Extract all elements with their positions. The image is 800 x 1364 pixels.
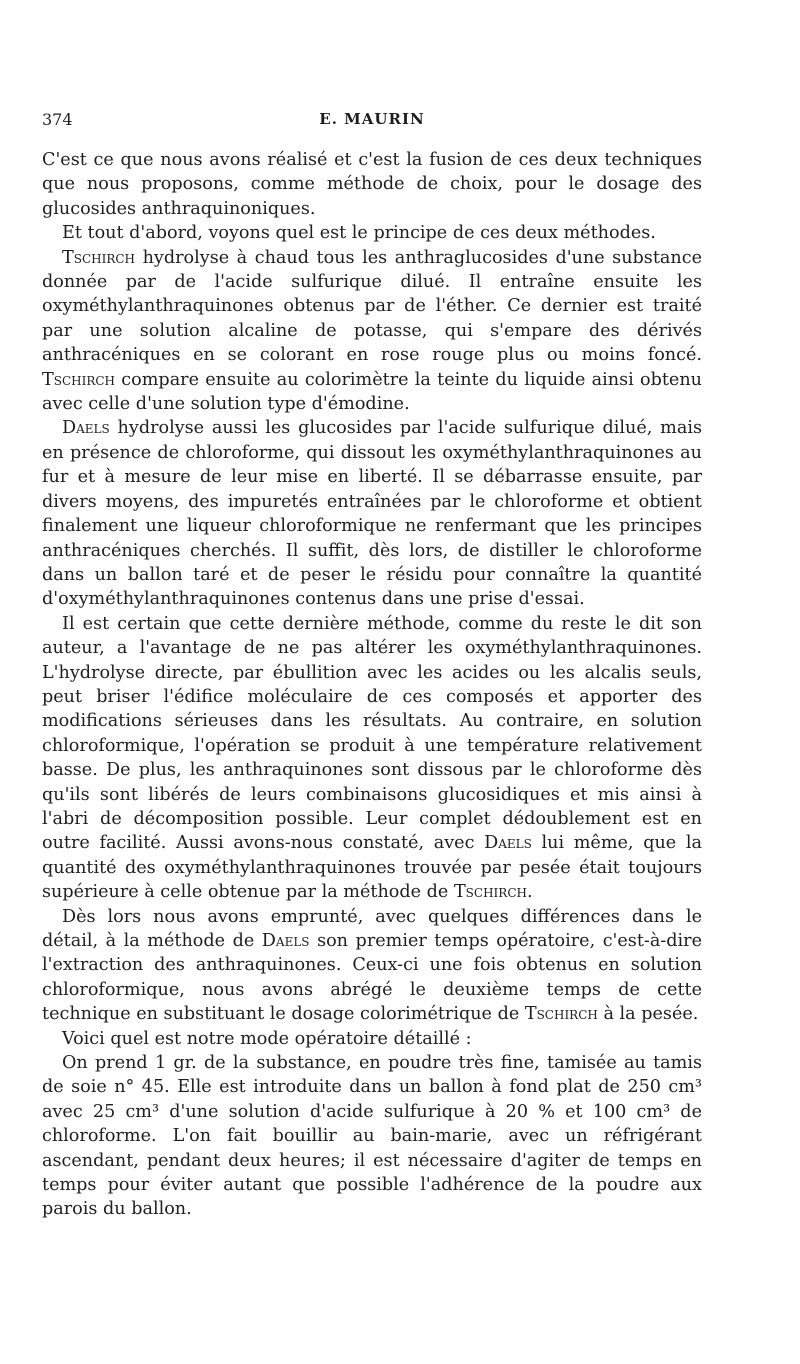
paragraph bbox=[42, 246, 702, 417]
paragraph-text: hydrolyse à chaud tous les anthraglucosides d'une substance donnée par de l'acide sulfurique dilué. Il entraîne ensuite les oxyméthylanthraquinones obtenus par de l'éther. Ce dernier est traité par une solution alcaline de potasse, qui s'empare des dérivés anthracéniques en se colorant en rose rouge plus ou moins foncé. bbox=[42, 247, 702, 366]
paragraph-text: . bbox=[526, 882, 533, 903]
paragraph bbox=[42, 148, 702, 221]
paragraph-text: Dès lors nous avons emprunté, avec quelques différences dans le détail, à la méthode de bbox=[42, 906, 702, 951]
paragraph-text: lui même, que la quantité des oxyméthylanthraquinones trouvée par pesée était toujours supérieure à celle obtenue par la méthode de bbox=[42, 833, 702, 903]
paragraph bbox=[42, 1051, 702, 1222]
running-head: E. MAURIN bbox=[319, 110, 425, 128]
paragraph-text: Et tout d'abord, voyons quel est le principe de ces deux méthodes. bbox=[62, 223, 656, 244]
paragraph-text: Voici quel est notre mode opératoire détaillé : bbox=[62, 1028, 472, 1049]
paragraph-text: Il est certain que cette dernière méthode, comme du reste le dit son auteur, a l'avantage de ne pas altérer les oxyméthylanthraquinones. L'hydrolyse directe, par ébullition avec les acides ou les alcalis seuls, peut briser l'édifice moléculaire de ces composés et apporter des modifications sérieuses dans les résultats. Au contraire, en solution chloroformique, l'opération se produit à une température relativement basse. De plus, les anthraquinones sont dissous par le chloroforme dès qu'ils sont libérés de leurs combinaisons glucosidiques et mis ainsi à l'abri de décomposition possible. Leur complet dédoublement est en outre facilité. Aussi avons-nous constaté, avec bbox=[42, 613, 702, 854]
paragraph-text: son premier temps opératoire, c'est-à-dire l'extraction des anthraquinones. Ceux-ci une fois obtenus en solution chloroformique, nous avons abrégé le deuxième temps de cette technique en substituant le dosage colorimétrique de bbox=[42, 931, 702, 1025]
author-name: Daels bbox=[62, 418, 110, 439]
author-name: Tschirch bbox=[524, 1004, 598, 1025]
author-name: Tschirch bbox=[62, 247, 136, 268]
paragraph bbox=[42, 221, 702, 245]
paragraph-text: à la pesée. bbox=[597, 1004, 699, 1025]
page-number: 374 bbox=[42, 110, 73, 129]
body-text bbox=[42, 148, 702, 1222]
paragraph bbox=[42, 905, 702, 1027]
author-name: Tschirch bbox=[42, 369, 116, 390]
paragraph-text: hydrolyse aussi les glucosides par l'acide sulfurique dilué, mais en présence de chloroforme, qui dissout les oxyméthylanthraquinones au fur et à mesure de leur mise en liberté. Il se débarrasse ensuite, par divers moyens, des impuretés entraînées par le chloroforme et obtient finalement une liqueur chloroformique ne renfermant que les principes anthracéniques cherchés. Il suffit, dès lors, de distiller le chloroforme dans un ballon taré et de peser le résidu pour connaître la quantité d'oxyméthylanthraquinones contenus dans une prise d'essai. bbox=[42, 418, 702, 610]
page-header bbox=[42, 110, 702, 140]
paragraph-text: C'est ce que nous avons réalisé et c'est la fusion de ces deux techniques que nous proposons, comme méthode de choix, pour le dosage des glucosides anthraquinoniques. bbox=[42, 150, 702, 219]
paragraph bbox=[42, 612, 702, 905]
author-name: Tschirch bbox=[453, 882, 527, 903]
page bbox=[42, 110, 702, 1222]
author-name: Daels bbox=[261, 931, 310, 951]
paragraph bbox=[42, 416, 702, 611]
author-name: Daels bbox=[484, 833, 532, 854]
paragraph bbox=[42, 1027, 702, 1051]
paragraph-text: compare ensuite au colorimètre la teinte du liquide ainsi obtenu avec celle d'une solution type d'émodine. bbox=[42, 369, 702, 415]
paragraph-text: On prend 1 gr. de la substance, en poudre très fine, tamisée au tamis de soie n° 45. Elle est introduite dans un ballon à fond plat de 250 cm³ avec 25 cm³ d'une solution d'acide sulfurique à 20 % et 100 cm³ de chloroforme. L'on fait bouillir au bain-marie, avec un réfrigérant ascendant, pendant deux heures; il est nécessaire d'agiter de temps en temps pour éviter autant que possible l'adhérence de la poudre aux parois du ballon. bbox=[42, 1053, 702, 1220]
